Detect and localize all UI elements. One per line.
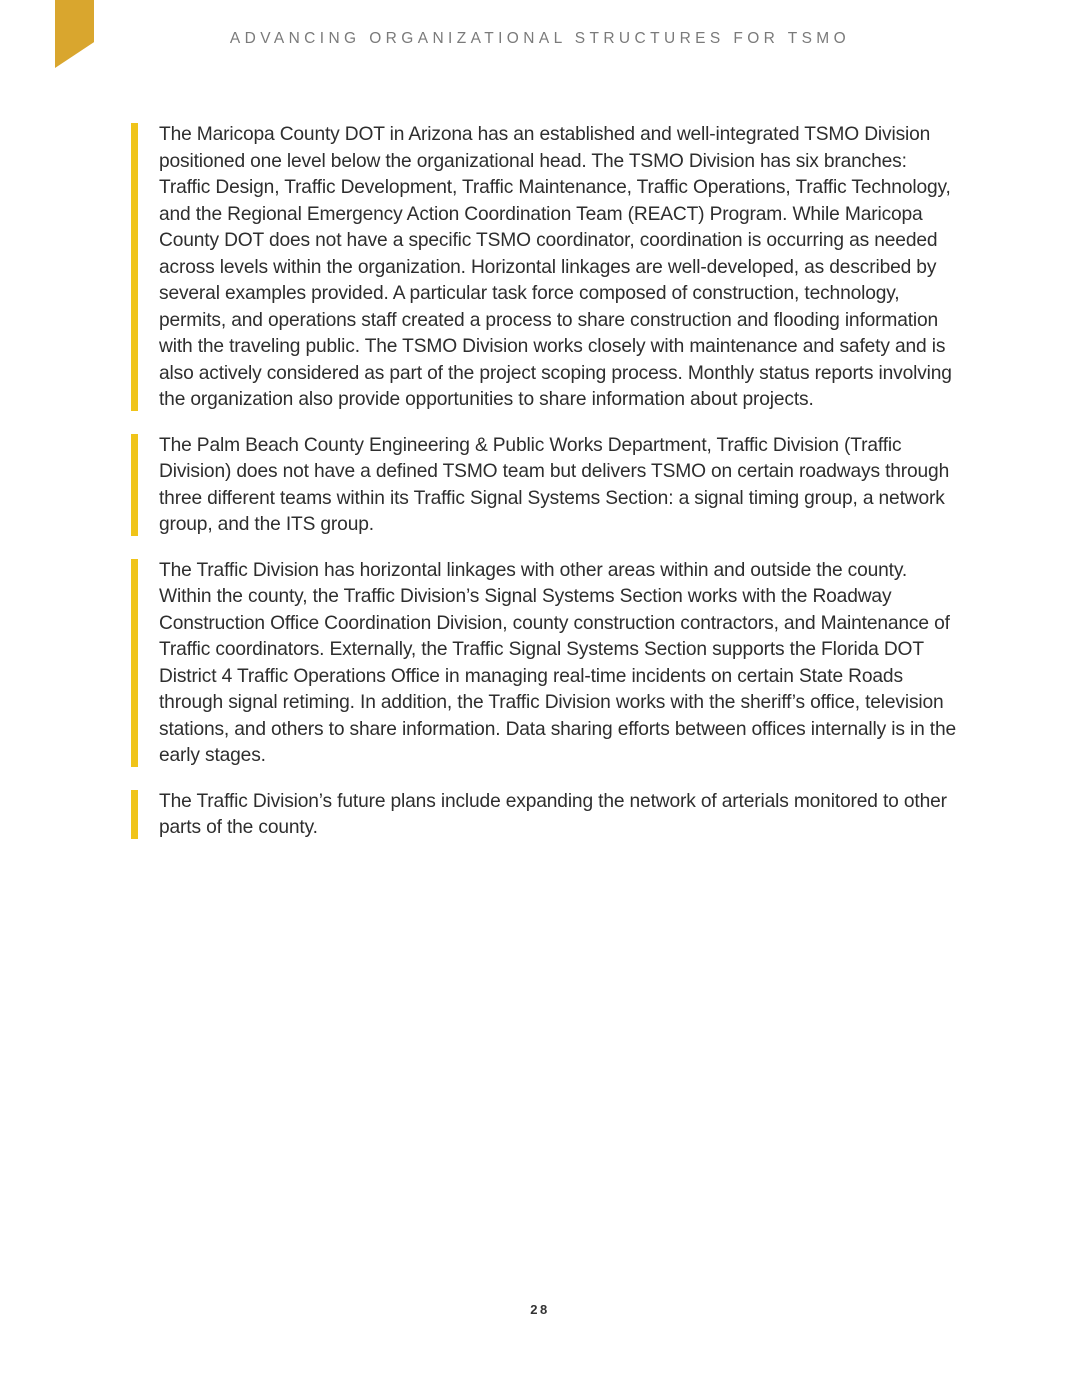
- paragraph-future-plans: The Traffic Division’s future plans include expanding the network of arterials monitored to other parts of the county.: [131, 789, 961, 842]
- main-content: [131, 122, 961, 861]
- paragraph-palm-beach: The Palm Beach County Engineering & Public Works Department, Traffic Division (Traffic Division) does not have a defined TSMO team but delivers TSMO on certain roadways through three different teams within its Traffic Signal Systems Section: a signal timing group, a network group, and the ITS group.: [131, 433, 961, 539]
- running-header: ADVANCING ORGANIZATIONAL STRUCTURES FOR TSMO: [229, 30, 851, 47]
- paragraph-maricopa: The Maricopa County DOT in Arizona has an established and well-integrated TSMO Division positioned one level below the organizational head. The TSMO Division has six branches: Traffic Design, Traffic Development, Traffic Maintenance, Traffic Operations, Traffic Technology, and the Regional Emergency Action Coordination Team (REACT) Program. While Maricopa County DOT does not have a specific TSMO coordinator, coordination is occurring as needed across levels within the organization. Horizontal linkages are well-developed, as described by several examples provided. A particular task force composed of construction, technology, permits, and operations staff created a process to share construction and flooding information with the traveling public. The TSMO Division works closely with maintenance and safety and is also actively considered as part of the project scoping process. Monthly status reports involving the organization also provide opportunities to share information about projects.: [131, 122, 961, 414]
- page-number: 28: [530, 1302, 550, 1317]
- paragraph-horizontal-linkages: The Traffic Division has horizontal linkages with other areas within and outside the county. Within the county, the Traffic Division’s Signal Systems Section works with the Roadway Construction Office Coordination Division, county construction contractors, and Maintenance of Traffic coordinators. Externally, the Traffic Signal Systems Section supports the Florida DOT District 4 Traffic Operations Office in managing real-time incidents on certain State Roads through signal retiming. In addition, the Traffic Division works with the sheriff’s office, television stations, and others to share information. Data sharing efforts between offices internally is in the early stages.: [131, 558, 961, 770]
